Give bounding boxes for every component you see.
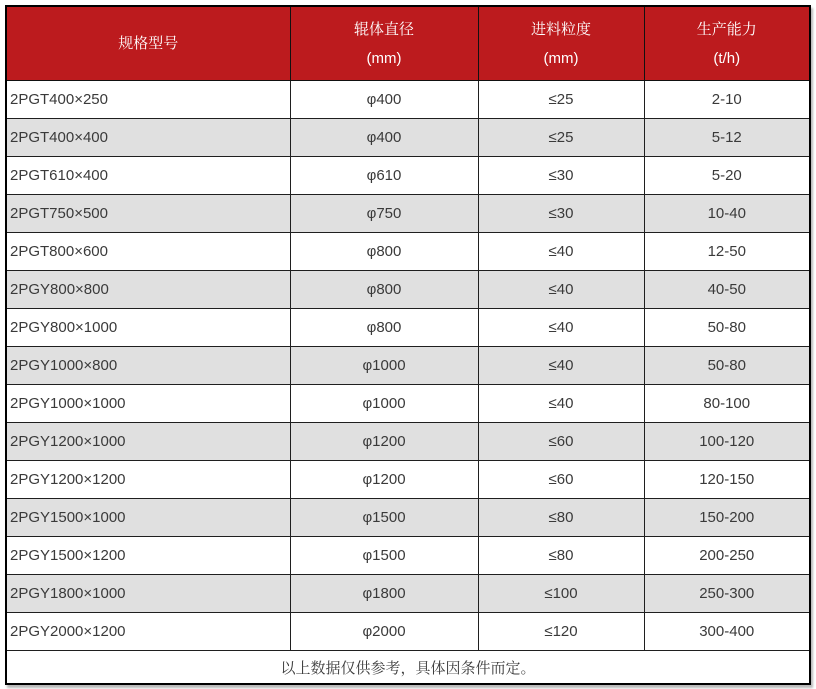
- cell-capacity: 10-40: [644, 195, 810, 233]
- col-header-model: [6, 6, 290, 81]
- cell-model: 2PGY1000×1000: [6, 385, 290, 423]
- cell-roller-diameter: φ400: [290, 81, 478, 119]
- table-footnote: 以上数据仅供参考，具体因条件而定。: [6, 651, 810, 685]
- cell-feed-size: ≤25: [478, 81, 644, 119]
- cell-model: 2PGT400×400: [6, 119, 290, 157]
- cell-feed-size: ≤30: [478, 157, 644, 195]
- cell-roller-diameter: φ1500: [290, 537, 478, 575]
- cell-roller-diameter: φ1200: [290, 423, 478, 461]
- spec-table-container: [5, 5, 811, 685]
- table-row: [6, 423, 810, 461]
- table-row: [6, 461, 810, 499]
- table-row: [6, 385, 810, 423]
- cell-capacity: 120-150: [644, 461, 810, 499]
- cell-capacity: 2-10: [644, 81, 810, 119]
- cell-roller-diameter: φ400: [290, 119, 478, 157]
- cell-feed-size: ≤120: [478, 613, 644, 651]
- cell-roller-diameter: φ1200: [290, 461, 478, 499]
- col-header-roller-diameter: [290, 6, 478, 81]
- col-header-capacity-unit: (t/h): [713, 49, 741, 67]
- cell-roller-diameter: φ800: [290, 271, 478, 309]
- cell-capacity: 50-80: [644, 309, 810, 347]
- cell-capacity: 40-50: [644, 271, 810, 309]
- table-row: [6, 195, 810, 233]
- table-row: [6, 309, 810, 347]
- cell-capacity: 5-20: [644, 157, 810, 195]
- cell-model: 2PGY1200×1000: [6, 423, 290, 461]
- cell-roller-diameter: φ1000: [290, 385, 478, 423]
- col-header-feed-size-unit: (mm): [543, 49, 579, 67]
- cell-roller-diameter: φ800: [290, 233, 478, 271]
- table-row: [6, 271, 810, 309]
- col-header-feed-size-label: 进料粒度: [530, 20, 591, 38]
- cell-model: 2PGT610×400: [6, 157, 290, 195]
- table-row: [6, 119, 810, 157]
- table-header-row: [6, 6, 810, 81]
- cell-roller-diameter: φ2000: [290, 613, 478, 651]
- cell-model: 2PGY800×1000: [6, 309, 290, 347]
- col-header-roller-diameter-label: 辊体直径: [353, 20, 414, 38]
- cell-capacity: 12-50: [644, 233, 810, 271]
- cell-feed-size: ≤25: [478, 119, 644, 157]
- cell-model: 2PGY1800×1000: [6, 575, 290, 613]
- cell-feed-size: ≤60: [478, 461, 644, 499]
- cell-feed-size: ≤80: [478, 499, 644, 537]
- cell-model: 2PGY1000×800: [6, 347, 290, 385]
- cell-roller-diameter: φ610: [290, 157, 478, 195]
- cell-model: 2PGY1500×1200: [6, 537, 290, 575]
- cell-capacity: 200-250: [644, 537, 810, 575]
- cell-model: 2PGT400×250: [6, 81, 290, 119]
- cell-capacity: 250-300: [644, 575, 810, 613]
- cell-feed-size: ≤40: [478, 347, 644, 385]
- cell-model: 2PGY1500×1000: [6, 499, 290, 537]
- cell-roller-diameter: φ1800: [290, 575, 478, 613]
- cell-roller-diameter: φ1500: [290, 499, 478, 537]
- table-row: [6, 499, 810, 537]
- cell-model: 2PGT750×500: [6, 195, 290, 233]
- cell-capacity: 80-100: [644, 385, 810, 423]
- cell-feed-size: ≤80: [478, 537, 644, 575]
- col-header-model-label: 规格型号: [118, 35, 179, 52]
- col-header-feed-size: [478, 6, 644, 81]
- cell-feed-size: ≤40: [478, 309, 644, 347]
- cell-capacity: 5-12: [644, 119, 810, 157]
- cell-capacity: 50-80: [644, 347, 810, 385]
- cell-feed-size: ≤40: [478, 233, 644, 271]
- cell-model: 2PGT800×600: [6, 233, 290, 271]
- cell-roller-diameter: φ1000: [290, 347, 478, 385]
- table-row: [6, 575, 810, 613]
- cell-roller-diameter: φ800: [290, 309, 478, 347]
- cell-model: 2PGY800×800: [6, 271, 290, 309]
- cell-capacity: 150-200: [644, 499, 810, 537]
- table-row: [6, 81, 810, 119]
- cell-roller-diameter: φ750: [290, 195, 478, 233]
- cell-feed-size: ≤40: [478, 385, 644, 423]
- cell-feed-size: ≤60: [478, 423, 644, 461]
- col-header-roller-diameter-unit: (mm): [366, 49, 402, 67]
- cell-feed-size: ≤100: [478, 575, 644, 613]
- cell-feed-size: ≤40: [478, 271, 644, 309]
- table-row: [6, 613, 810, 651]
- cell-model: 2PGY2000×1200: [6, 613, 290, 651]
- col-header-capacity-label: 生产能力: [696, 20, 757, 38]
- table-row: [6, 347, 810, 385]
- table-row: [6, 157, 810, 195]
- table-body: [6, 81, 810, 651]
- table-footer-row: [6, 651, 810, 685]
- table-row: [6, 233, 810, 271]
- spec-table: [5, 5, 811, 685]
- cell-capacity: 100-120: [644, 423, 810, 461]
- cell-feed-size: ≤30: [478, 195, 644, 233]
- cell-capacity: 300-400: [644, 613, 810, 651]
- col-header-capacity: [644, 6, 810, 81]
- table-row: [6, 537, 810, 575]
- cell-model: 2PGY1200×1200: [6, 461, 290, 499]
